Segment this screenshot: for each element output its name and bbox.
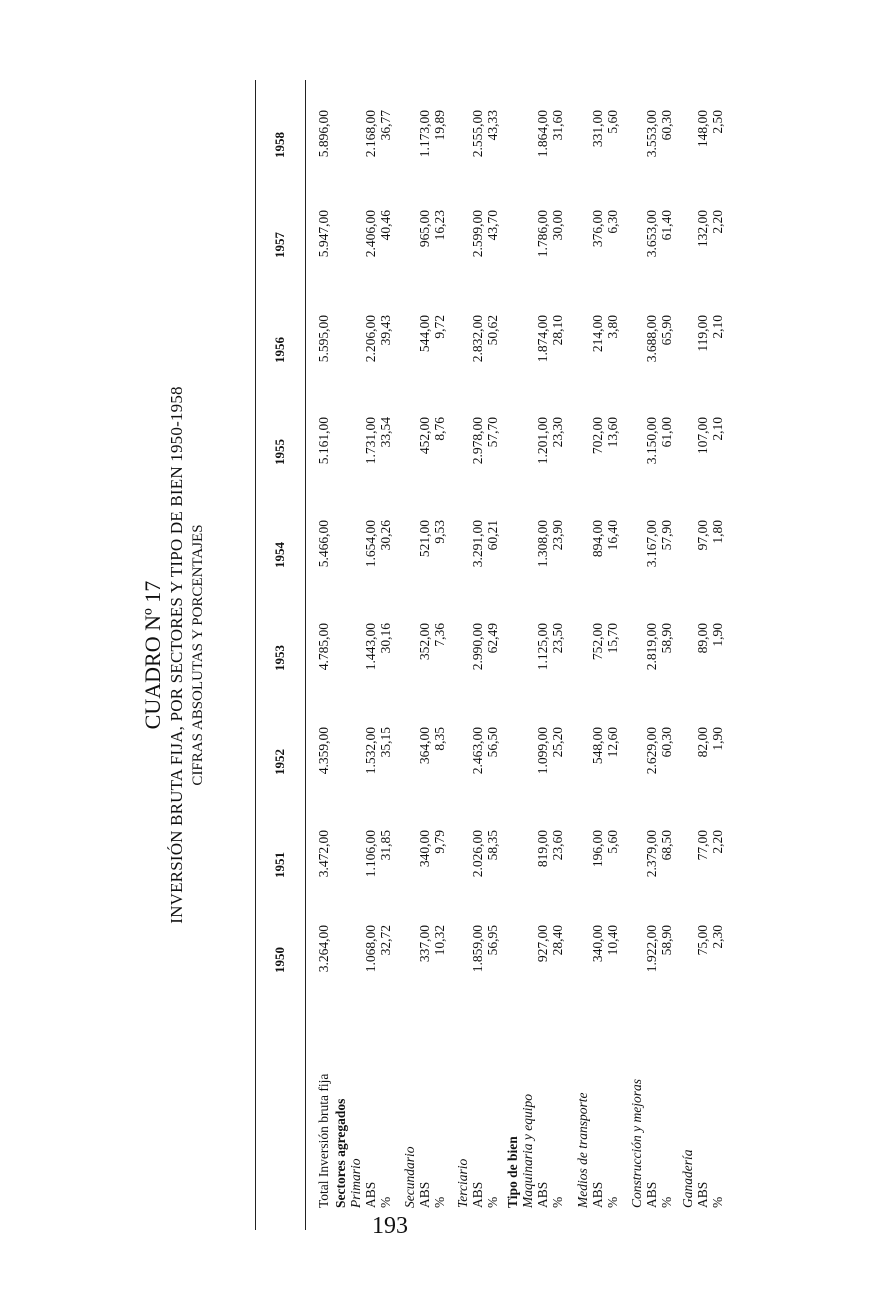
table-cell: 8,76 xyxy=(432,417,447,441)
table-cell: 376,00 xyxy=(590,210,605,248)
table-cell: 23,60 xyxy=(550,830,565,861)
table-cell: 23,50 xyxy=(550,623,565,654)
table-cell: 1.201,00 xyxy=(535,417,550,465)
table-cell: 36,77 xyxy=(378,110,393,141)
table-cell: 3.264,00 xyxy=(316,925,331,973)
table-cell: 548,00 xyxy=(590,727,605,765)
row-label: Construcción y mejoras xyxy=(629,1079,644,1208)
table-cell: 97,00 xyxy=(695,520,710,551)
row-label: ABS xyxy=(535,1181,550,1208)
table-cell: 1.731,00 xyxy=(363,417,378,465)
table-cell: 5.595,00 xyxy=(316,315,331,363)
table-cell: 82,00 xyxy=(695,727,710,758)
row-label: Total Inversión bruta fija xyxy=(316,1073,331,1208)
table-cell: 752,00 xyxy=(590,623,605,661)
table-cell: 894,00 xyxy=(590,520,605,558)
table-cell: 7,36 xyxy=(432,623,447,647)
table-cell: 2,10 xyxy=(710,315,725,339)
table-cell: 3.167,00 xyxy=(644,520,659,568)
row-label: ABS xyxy=(590,1181,605,1208)
year-header: 1957 xyxy=(272,232,287,258)
table-cell: 702,00 xyxy=(590,417,605,455)
table-cell: 15,70 xyxy=(605,623,620,654)
table-cell: 5,60 xyxy=(605,110,620,134)
table-cell: 2.463,00 xyxy=(470,727,485,775)
table-cell: 9,72 xyxy=(432,315,447,339)
table-cell: 43,70 xyxy=(485,210,500,241)
table-top-rule xyxy=(255,80,256,1230)
table-cell: 364,00 xyxy=(417,727,432,765)
table-cell: 1.308,00 xyxy=(535,520,550,568)
row-label: Terciario xyxy=(455,1158,470,1208)
table-cell: 13,60 xyxy=(605,417,620,448)
row-label: Sectores agregados xyxy=(333,1098,348,1208)
table-cell: 1.922,00 xyxy=(644,925,659,973)
row-label: ABS xyxy=(470,1181,485,1208)
table-cell: 6,30 xyxy=(605,210,620,234)
table-cell: 2.832,00 xyxy=(470,315,485,363)
table-title: INVERSIÓN BRUTA FIJA, POR SECTORES Y TIPO DE BIEN 1950-1958 xyxy=(167,386,186,924)
table-cell: 30,26 xyxy=(378,520,393,551)
table-cell: 1,90 xyxy=(710,623,725,647)
table-number: CUADRO Nº 17 xyxy=(140,580,165,730)
table-cell: 8,35 xyxy=(432,727,447,751)
table-cell: 1.106,00 xyxy=(363,830,378,878)
table-cell: 352,00 xyxy=(417,623,432,661)
table-cell: 1.786,00 xyxy=(535,210,550,258)
table-cell: 1.859,00 xyxy=(470,925,485,973)
table-title-block xyxy=(140,80,208,1230)
table-cell: 2,10 xyxy=(710,417,725,441)
table-cell: 58,90 xyxy=(659,623,674,654)
table-cell: 2.168,00 xyxy=(363,110,378,158)
page-number: 193 xyxy=(372,1213,408,1239)
table-cell: 819,00 xyxy=(535,830,550,868)
row-label: Primario xyxy=(348,1158,363,1208)
table-cell: 2.206,00 xyxy=(363,315,378,363)
row-label: % xyxy=(378,1196,393,1208)
row-label: Ganadería xyxy=(680,1149,695,1208)
row-label: % xyxy=(550,1196,565,1208)
row-label: ABS xyxy=(695,1181,710,1208)
table-cell: 337,00 xyxy=(417,925,432,963)
row-label: % xyxy=(710,1196,725,1208)
table-cell: 196,00 xyxy=(590,830,605,868)
table-cell: 1.654,00 xyxy=(363,520,378,568)
table-cell: 2,20 xyxy=(710,830,725,854)
table-cell: 965,00 xyxy=(417,210,432,248)
row-label: ABS xyxy=(644,1181,659,1208)
table-cell: 30,16 xyxy=(378,623,393,654)
table-cell: 5.896,00 xyxy=(316,110,331,158)
table-cell: 23,90 xyxy=(550,520,565,551)
table-cell: 2.990,00 xyxy=(470,623,485,671)
table-cell: 89,00 xyxy=(695,623,710,654)
row-label: Medios de transporte xyxy=(575,1092,590,1208)
table-cell: 1.125,00 xyxy=(535,623,550,671)
table-cell: 58,35 xyxy=(485,830,500,861)
table-cell: 4.359,00 xyxy=(316,727,331,775)
table-cell: 60,21 xyxy=(485,520,500,551)
table-cell: 35,15 xyxy=(378,727,393,758)
table-cell: 3,80 xyxy=(605,315,620,339)
table-cell: 3.472,00 xyxy=(316,830,331,878)
table-cell: 107,00 xyxy=(695,417,710,455)
year-header: 1950 xyxy=(272,947,287,973)
table-cell: 1.068,00 xyxy=(363,925,378,973)
table-cell: 31,60 xyxy=(550,110,565,141)
table-cell: 28,10 xyxy=(550,315,565,346)
table-cell: 1.443,00 xyxy=(363,623,378,671)
row-label: Tipo de bien xyxy=(505,1136,520,1208)
year-header: 1952 xyxy=(272,749,287,775)
table-cell: 3.553,00 xyxy=(644,110,659,158)
table-cell: 2.379,00 xyxy=(644,830,659,878)
table-cell: 3.150,00 xyxy=(644,417,659,465)
table-cell: 2,20 xyxy=(710,210,725,234)
table-header-rule xyxy=(305,80,306,1230)
year-header: 1958 xyxy=(272,132,287,158)
row-label: ABS xyxy=(363,1181,378,1208)
table-cell: 10,32 xyxy=(432,925,447,956)
table-cell: 1.532,00 xyxy=(363,727,378,775)
table-subtitle: CIFRAS ABSOLUTAS Y PORCENTAJES xyxy=(190,524,206,786)
table-cell: 5.466,00 xyxy=(316,520,331,568)
table-cell: 927,00 xyxy=(535,925,550,963)
table-cell: 544,00 xyxy=(417,315,432,353)
table-cell: 2.026,00 xyxy=(470,830,485,878)
table-cell: 521,00 xyxy=(417,520,432,558)
table-cell: 30,00 xyxy=(550,210,565,241)
table-cell: 4.785,00 xyxy=(316,623,331,671)
table-cell: 56,50 xyxy=(485,727,500,758)
table-cell: 2.978,00 xyxy=(470,417,485,465)
table-cell: 68,50 xyxy=(659,830,674,861)
year-header: 1954 xyxy=(272,542,287,568)
table-cell: 19,89 xyxy=(432,110,447,141)
table-cell: 132,00 xyxy=(695,210,710,248)
table-cell: 61,00 xyxy=(659,417,674,448)
year-header: 1955 xyxy=(272,439,287,465)
table-cell: 2,30 xyxy=(710,925,725,949)
row-label: % xyxy=(605,1196,620,1208)
row-label: % xyxy=(485,1196,500,1208)
table-cell: 10,40 xyxy=(605,925,620,956)
table-cell: 9,79 xyxy=(432,830,447,854)
table-cell: 60,30 xyxy=(659,727,674,758)
table-cell: 2.599,00 xyxy=(470,210,485,258)
table-cell: 23,30 xyxy=(550,417,565,448)
table-cell: 452,00 xyxy=(417,417,432,455)
table-cell: 25,20 xyxy=(550,727,565,758)
table-cell: 40,46 xyxy=(378,210,393,241)
table-cell: 65,90 xyxy=(659,315,674,346)
table-cell: 119,00 xyxy=(695,315,710,352)
table-cell: 28,40 xyxy=(550,925,565,956)
table-cell: 77,00 xyxy=(695,830,710,861)
row-label: % xyxy=(659,1196,674,1208)
table-cell: 1.874,00 xyxy=(535,315,550,363)
table-cell: 2.819,00 xyxy=(644,623,659,671)
year-header: 1951 xyxy=(272,852,287,878)
table-cell: 5,60 xyxy=(605,830,620,854)
table-cell: 50,62 xyxy=(485,315,500,346)
table-cell: 5.947,00 xyxy=(316,210,331,258)
table-cell: 3.653,00 xyxy=(644,210,659,258)
table-cell: 2.555,00 xyxy=(470,110,485,158)
table-cell: 340,00 xyxy=(417,830,432,868)
table-cell: 340,00 xyxy=(590,925,605,963)
table-cell: 75,00 xyxy=(695,925,710,956)
row-label: Secundario xyxy=(402,1146,417,1208)
table-cell: 58,90 xyxy=(659,925,674,956)
table-cell: 12,60 xyxy=(605,727,620,758)
table-cell: 31,85 xyxy=(378,830,393,861)
row-label: ABS xyxy=(417,1181,432,1208)
table-cell: 1,90 xyxy=(710,727,725,751)
table-cell: 3.688,00 xyxy=(644,315,659,363)
table-cell: 60,30 xyxy=(659,110,674,141)
table-cell: 2.406,00 xyxy=(363,210,378,258)
table-cell: 56,95 xyxy=(485,925,500,956)
table-cell: 16,23 xyxy=(432,210,447,241)
table-cell: 62,49 xyxy=(485,623,500,654)
table-cell: 148,00 xyxy=(695,110,710,148)
table-cell: 61,40 xyxy=(659,210,674,241)
table-cell: 1.173,00 xyxy=(417,110,432,158)
table-cell: 16,40 xyxy=(605,520,620,551)
row-label: % xyxy=(432,1196,447,1208)
table-cell: 43,33 xyxy=(485,110,500,141)
table-cell: 214,00 xyxy=(590,315,605,353)
table-cell: 32,72 xyxy=(378,925,393,956)
table-cell: 9,53 xyxy=(432,520,447,544)
rotated-table-page xyxy=(110,80,870,1230)
year-header: 1953 xyxy=(272,645,287,671)
table-cell: 331,00 xyxy=(590,110,605,148)
year-header: 1956 xyxy=(272,337,287,363)
table-cell: 2,50 xyxy=(710,110,725,134)
table-cell: 1.099,00 xyxy=(535,727,550,775)
table-cell: 1,80 xyxy=(710,520,725,544)
table-cell: 39,43 xyxy=(378,315,393,346)
table-cell: 33,54 xyxy=(378,417,393,448)
row-label: Maquinaria y equipo xyxy=(520,1094,535,1208)
table-cell: 57,90 xyxy=(659,520,674,551)
table-cell: 57,70 xyxy=(485,417,500,448)
table-cell: 2.629,00 xyxy=(644,727,659,775)
table-cell: 3.291,00 xyxy=(470,520,485,568)
table-cell: 5.161,00 xyxy=(316,417,331,465)
table-cell: 1.864,00 xyxy=(535,110,550,158)
